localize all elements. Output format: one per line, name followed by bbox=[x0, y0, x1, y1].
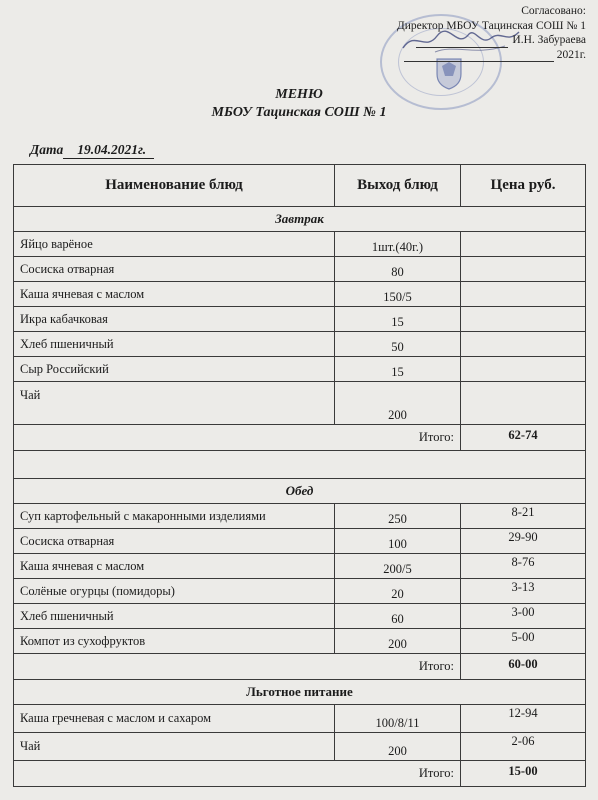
total-label: Итого: bbox=[14, 654, 461, 680]
table-row bbox=[14, 382, 586, 425]
date-value: 19.04.2021г. bbox=[63, 142, 154, 159]
dish-name: Сосиска отварная bbox=[14, 529, 335, 554]
lunch-total-row bbox=[14, 654, 586, 680]
total-amount: 60-00 bbox=[461, 654, 586, 680]
approval-heading: Согласовано: bbox=[521, 5, 586, 17]
table-row bbox=[14, 332, 586, 357]
dish-yield: 20 bbox=[335, 579, 461, 604]
total-amount: 62-74 bbox=[461, 425, 586, 451]
header-yield: Выход блюд bbox=[335, 165, 461, 207]
table-row bbox=[14, 705, 586, 733]
section-discount bbox=[14, 680, 586, 705]
header-dish: Наименование блюд bbox=[14, 165, 335, 207]
dish-name: Компот из сухофруктов bbox=[14, 629, 335, 654]
dish-name: Сыр Российский bbox=[14, 357, 335, 382]
section-gap bbox=[14, 451, 586, 479]
dish-name: Суп картофельный с макаронными изделиями bbox=[14, 504, 335, 529]
total-label: Итого: bbox=[14, 425, 461, 451]
dish-yield: 200 bbox=[335, 733, 461, 761]
dish-price bbox=[461, 382, 586, 425]
dish-yield: 200 bbox=[335, 382, 461, 425]
date-line bbox=[30, 142, 154, 159]
approval-position: Директор МБОУ Тацинская СОШ № 1 bbox=[396, 19, 586, 32]
dish-price: 3-13 bbox=[461, 579, 586, 604]
dish-name: Каша ячневая с маслом bbox=[14, 554, 335, 579]
table-header bbox=[14, 165, 586, 207]
dish-price: 8-76 bbox=[461, 554, 586, 579]
section-lunch bbox=[14, 479, 586, 504]
discount-total-row bbox=[14, 761, 586, 787]
table-row bbox=[14, 554, 586, 579]
dish-price bbox=[461, 332, 586, 357]
dish-yield: 150/5 bbox=[335, 282, 461, 307]
dish-name: Солёные огурцы (помидоры) bbox=[14, 579, 335, 604]
table-row bbox=[14, 529, 586, 554]
table-row bbox=[14, 733, 586, 761]
table-row bbox=[14, 282, 586, 307]
dish-name: Яйцо варёное bbox=[14, 232, 335, 257]
dish-yield: 15 bbox=[335, 307, 461, 332]
page-title bbox=[0, 86, 598, 122]
dish-yield: 1шт.(40г.) bbox=[335, 232, 461, 257]
dish-price bbox=[461, 257, 586, 282]
section-title: Обед bbox=[14, 479, 586, 504]
dish-yield: 100 bbox=[335, 529, 461, 554]
dish-price: 2-06 bbox=[461, 733, 586, 761]
table-row bbox=[14, 257, 586, 282]
section-title: Льготное питание bbox=[14, 680, 586, 705]
date-label: Дата bbox=[30, 142, 64, 157]
dish-price: 29-90 bbox=[461, 529, 586, 554]
dish-yield: 50 bbox=[335, 332, 461, 357]
table-row bbox=[14, 579, 586, 604]
section-breakfast bbox=[14, 207, 586, 232]
approval-block bbox=[397, 4, 586, 62]
dish-price bbox=[461, 307, 586, 332]
dish-price bbox=[461, 232, 586, 257]
table-row bbox=[14, 232, 586, 257]
dish-name: Каша гречневая с маслом и сахаром bbox=[14, 705, 335, 733]
dish-name: Чай bbox=[14, 382, 335, 425]
dish-price: 3-00 bbox=[461, 604, 586, 629]
dish-yield: 200 bbox=[335, 629, 461, 654]
table-row bbox=[14, 357, 586, 382]
menu-table bbox=[13, 164, 586, 787]
approval-signatory: И.Н. Забураева bbox=[397, 33, 586, 48]
dish-price: 5-00 bbox=[461, 629, 586, 654]
dish-yield: 100/8/11 bbox=[335, 705, 461, 733]
dish-yield: 60 bbox=[335, 604, 461, 629]
dish-name: Икра кабачковая bbox=[14, 307, 335, 332]
table-row bbox=[14, 307, 586, 332]
dish-name: Сосиска отварная bbox=[14, 257, 335, 282]
dish-yield: 200/5 bbox=[335, 554, 461, 579]
dish-price bbox=[461, 282, 586, 307]
dish-name: Чай bbox=[14, 733, 335, 761]
dish-price bbox=[461, 357, 586, 382]
title-school: МБОУ Тацинская СОШ № 1 bbox=[211, 105, 387, 120]
section-title: Завтрак bbox=[14, 207, 586, 232]
table-row bbox=[14, 504, 586, 529]
dish-name: Хлеб пшеничный bbox=[14, 604, 335, 629]
dish-yield: 15 bbox=[335, 357, 461, 382]
dish-price: 8-21 bbox=[461, 504, 586, 529]
dish-name: Хлеб пшеничный bbox=[14, 332, 335, 357]
dish-name: Каша ячневая с маслом bbox=[14, 282, 335, 307]
table-row bbox=[14, 629, 586, 654]
dish-yield: 250 bbox=[335, 504, 461, 529]
title-menu: МЕНЮ bbox=[275, 87, 323, 102]
total-label: Итого: bbox=[14, 761, 461, 787]
table-row bbox=[14, 604, 586, 629]
header-price: Цена руб. bbox=[461, 165, 586, 207]
dish-yield: 80 bbox=[335, 257, 461, 282]
breakfast-total-row bbox=[14, 425, 586, 451]
total-amount: 15-00 bbox=[461, 761, 586, 787]
dish-price: 12-94 bbox=[461, 705, 586, 733]
approval-date: 2021г. bbox=[397, 48, 586, 63]
